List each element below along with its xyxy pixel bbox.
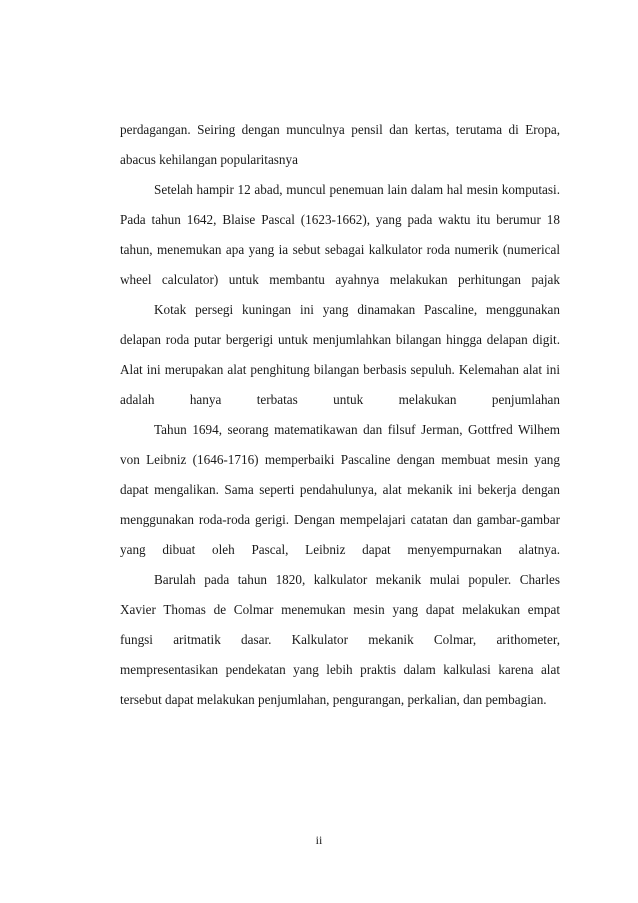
text-line-17: Xavier Thomas de Colmar menemukan mesin yang dapat melakukan empat xyxy=(120,602,560,617)
text-line-12: von Leibniz (1646-1716) memperbaiki Pascaline dengan membuat mesin yang xyxy=(120,452,560,467)
text-line-19: mempresentasikan pendekatan yang lebih praktis dalam kalkulasi karena alat xyxy=(120,662,560,677)
text-line-4: Pada tahun 1642, Blaise Pascal (1623-1662), yang pada waktu itu berumur 18 xyxy=(120,212,560,227)
text-line-18: fungsi aritmatik dasar. Kalkulator mekanik Colmar, arithometer, xyxy=(120,632,560,647)
text-line-14: menggunakan roda-roda gerigi. Dengan mempelajari catatan dan gambar-gambar xyxy=(120,512,560,527)
text-line-10: adalah hanya terbatas untuk melakukan penjumlahan xyxy=(120,392,560,407)
text-line-5: tahun, menemukan apa yang ia sebut sebagai kalkulator roda numerik (numerical xyxy=(120,242,560,257)
text-line-3: Setelah hampir 12 abad, muncul penemuan lain dalam hal mesin komputasi. xyxy=(154,182,560,197)
text-line-2: abacus kehilangan popularitasnya xyxy=(120,152,298,167)
text-line-6: wheel calculator) untuk membantu ayahnya melakukan perhitungan pajak xyxy=(120,272,560,287)
page-number: ii xyxy=(315,833,323,847)
text-line-13: dapat mengalikan. Sama seperti pendahulunya, alat mekanik ini bekerja dengan xyxy=(120,482,560,497)
text-line-7: Kotak persegi kuningan ini yang dinamakan Pascaline, menggunakan xyxy=(154,302,560,317)
text-line-16: Barulah pada tahun 1820, kalkulator mekanik mulai populer. Charles xyxy=(154,572,560,587)
text-line-9: Alat ini merupakan alat penghitung bilangan berbasis sepuluh. Kelemahan alat ini xyxy=(120,362,560,377)
text-line-20: tersebut dapat melakukan penjumlahan, pengurangan, perkalian, dan pembagian. xyxy=(120,692,547,707)
text-line-11: Tahun 1694, seorang matematikawan dan filsuf Jerman, Gottfred Wilhem xyxy=(154,422,560,437)
text-line-15: yang dibuat oleh Pascal, Leibniz dapat menyempurnakan alatnya. xyxy=(120,542,560,557)
text-line-1: perdagangan. Seiring dengan munculnya pensil dan kertas, terutama di Eropa, xyxy=(120,122,560,137)
text-line-8: delapan roda putar bergerigi untuk menjumlahkan bilangan hingga delapan digit. xyxy=(120,332,560,347)
